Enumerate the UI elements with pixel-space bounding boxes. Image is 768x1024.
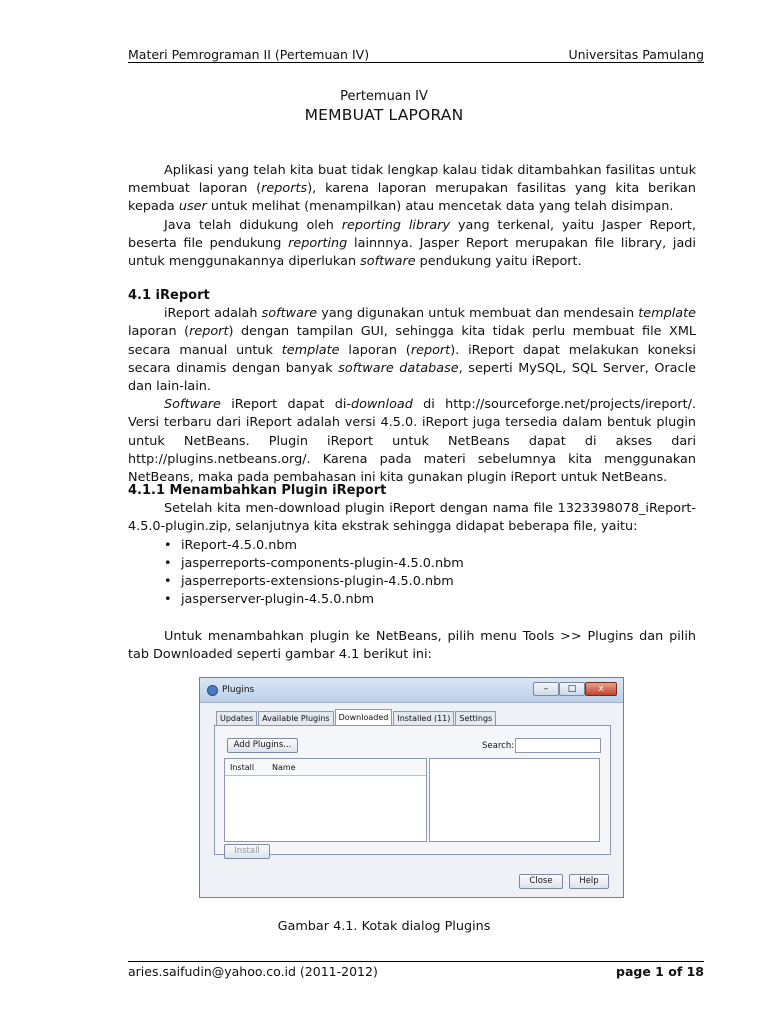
column-name[interactable]: Name (272, 763, 296, 772)
section-4-1 (128, 287, 696, 487)
tab-bar (216, 711, 497, 725)
page-number: page 1 of 18 (616, 964, 704, 979)
page-title: MEMBUAT LAPORAN (304, 106, 464, 124)
column-install[interactable]: Install (230, 763, 255, 772)
footer-email: aries.saifudin@yahoo.co.id (2011-2012) (128, 964, 378, 979)
intro-paragraph-2: Java telah didukung oleh reporting library yang terkenal, yaitu Jasper Report, beserta file pendukung reporting lainnnya. Jasper Report merupakan file library, jadi untuk menggunakannya diperlukan software pendukung yaitu iReport. (128, 217, 697, 270)
list-item: • iReport-4.5.0.nbm (164, 537, 696, 555)
search-label: Search: (482, 741, 515, 751)
minimize-icon[interactable]: – (533, 682, 559, 696)
italic-term: reporting (288, 235, 348, 251)
italic-term: reports (261, 181, 308, 197)
footer-rule (128, 961, 704, 962)
maximize-icon[interactable]: □ (559, 682, 585, 696)
header-rule (128, 62, 704, 63)
help-button[interactable]: Help (569, 874, 609, 889)
tab-downloaded[interactable]: Downloaded (335, 709, 393, 725)
tab-installed[interactable]: Installed (11) (393, 711, 454, 725)
figure-caption: Gambar 4.1. Kotak dialog Plugins (277, 919, 491, 934)
italic-term: user (178, 199, 207, 215)
section-paragraph-1: iReport adalah software yang digunakan untuk membuat dan mendesain template laporan (report) dengan tampilan GUI, sehingga kita tidak perlu membuat file XML secara manual untuk template laporan (report). iReport dapat melakukan koneksi secara dinamis dengan banyak software database, seperti MySQL, SQL Server, Oracle dan lain-lain. (128, 306, 696, 395)
italic-term: software (360, 254, 416, 270)
page-header (128, 44, 704, 62)
install-button[interactable]: Install (224, 844, 270, 859)
intro-text (128, 162, 696, 271)
tab-settings[interactable]: Settings (455, 711, 496, 725)
list-item: • jasperserver-plugin-4.5.0.nbm (164, 591, 696, 609)
downloaded-panel (214, 725, 611, 855)
instruction-text (128, 628, 696, 664)
close-icon[interactable]: x (585, 682, 617, 696)
header-right: Universitas Pamulang (568, 47, 704, 62)
italic-term: software (261, 306, 318, 322)
list-item: • jasperreports-extensions-plugin-4.5.0.nbm (164, 573, 696, 591)
dialog-titlebar (200, 678, 623, 703)
page-footer (128, 964, 704, 979)
lesson-number: Pertemuan IV (340, 89, 428, 104)
italic-term: download (351, 397, 413, 413)
plugins-dialog (199, 677, 624, 898)
list-item: • jasperreports-components-plugin-4.5.0.nbm (164, 555, 696, 573)
close-button[interactable]: Close (519, 874, 563, 889)
italic-term: report (189, 324, 229, 340)
search-input[interactable] (515, 738, 601, 753)
plugin-details-pane (429, 758, 600, 842)
italic-term: template (281, 342, 340, 358)
header-left: Materi Pemrograman II (Pertemuan IV) (128, 47, 370, 62)
italic-term: software database (338, 360, 459, 376)
italic-term: Software (164, 397, 221, 413)
dialog-title: Plugins (222, 685, 255, 695)
italic-term: template (638, 306, 696, 322)
tab-available-plugins[interactable]: Available Plugins (258, 711, 333, 725)
subsection-paragraph-2: Untuk menambahkan plugin ke NetBeans, pilih menu Tools >> Plugins dan pilih tab Downloaded seperti gambar 4.1 berikut ini: (128, 629, 696, 663)
section-4-1-1 (128, 482, 696, 609)
app-icon (207, 685, 218, 696)
file-list (128, 537, 696, 610)
italic-term: reporting library (341, 217, 451, 233)
table-header (225, 759, 426, 776)
tab-updates[interactable]: Updates (216, 711, 257, 725)
plugin-table[interactable] (224, 758, 427, 842)
subsection-heading: 4.1.1 Menambahkan Plugin iReport (128, 483, 387, 498)
section-heading: 4.1 iReport (128, 288, 210, 303)
italic-term: report (410, 342, 451, 358)
subsection-paragraph-1: Setelah kita men-download plugin iReport dengan nama file 1323398078_iReport-4.5.0-plugin.zip, selanjutnya kita ekstrak sehingga didapat beberapa file, yaitu: (128, 501, 696, 535)
section-paragraph-2: Software iReport dapat di-download di http://sourceforge.net/projects/ireport/. Versi terbaru dari iReport adalah versi 4.5.0. iReport juga tersedia dalam bentuk plugin untuk NetBeans. Plugin iReport untuk NetBeans dapat di akses dari http://plugins.netbeans.org/. Karena pada materi sebelumnya kita menggunakan NetBeans, maka pada pembahasan ini kita gunakan plugin iReport untuk NetBeans. (128, 397, 696, 486)
intro-paragraph-1: Aplikasi yang telah kita buat tidak lengkap kalau tidak ditambahkan fasilitas untuk membuat laporan (reports), karena laporan merupakan fasilitas yang kita berikan kepada user untuk melihat (menampilkan) atau mencetak data yang telah disimpan. (128, 163, 696, 215)
add-plugins-button[interactable]: Add Plugins... (227, 738, 298, 753)
